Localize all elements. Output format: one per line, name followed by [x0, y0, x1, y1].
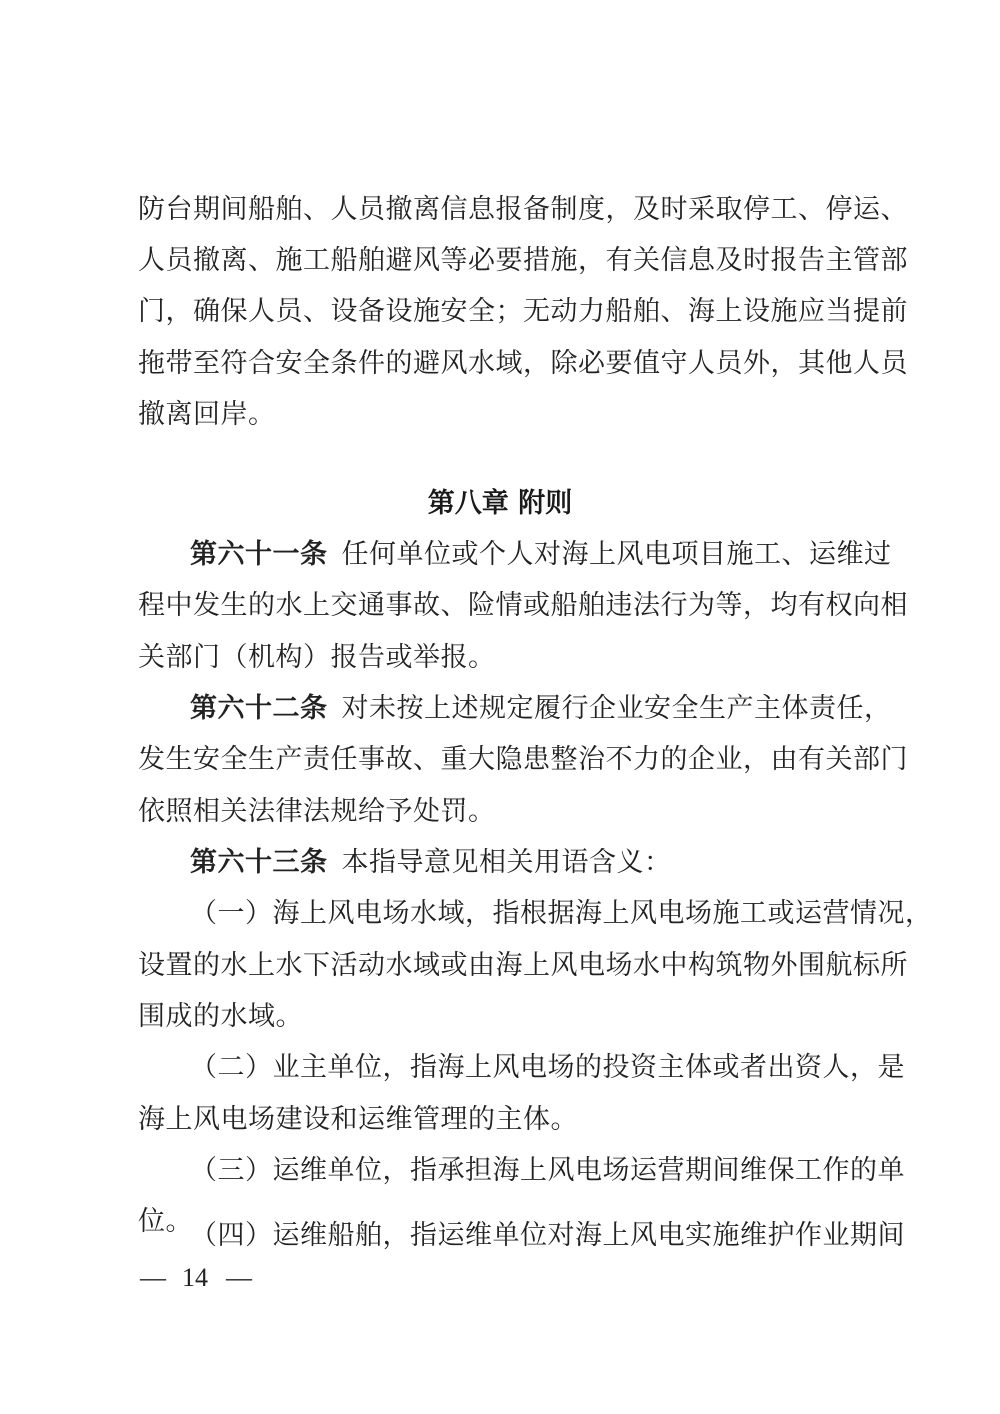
article-first-line	[190, 845, 878, 881]
paragraph-line: 程中发生的水上交通事故、险情或船舶违法行为等，均有权向相	[138, 590, 908, 621]
paragraph-line: 关部门（机构）报告或举报。	[138, 642, 496, 673]
article-text: 对未按上述规定履行企业安全生产主体责任，	[341, 693, 892, 724]
definition-first-line: （三）运维单位，指承担海上风电场运营期间维保工作的单	[190, 1155, 905, 1186]
paragraph-line: 发生安全生产责任事故、重大隐患整治不力的企业，由有关部门	[138, 744, 908, 775]
definition-first-line: （四）运维船舶，指运维单位对海上风电实施维护作业期间	[190, 1220, 905, 1251]
chapter-heading: 第八章 附则	[427, 488, 573, 519]
paragraph-line: 人员撤离、施工船舶避风等必要措施，有关信息及时报告主管部	[138, 245, 908, 276]
paragraph-line: 防台期间船舶、人员撤离信息报备制度，及时采取停工、停运、	[138, 194, 908, 225]
paragraph-line: 门，确保人员、设备设施安全；无动力船舶、海上设施应当提前	[138, 296, 908, 327]
footer-dash-right: —	[226, 1263, 250, 1292]
article-label: 第六十一条	[190, 539, 328, 570]
paragraph-line: 位。	[138, 1206, 193, 1237]
paragraph-line: 依照相关法律法规给予处罚。	[138, 796, 496, 827]
article-first-line	[190, 537, 892, 573]
paragraph-line: 设置的水上水下活动水域或由海上风电场水中构筑物外围航标所	[138, 950, 908, 981]
definition-first-line: （二）业主单位，指海上风电场的投资主体或者出资人，是	[190, 1052, 905, 1083]
article-first-line	[190, 691, 892, 727]
article-text: 任何单位或个人对海上风电项目施工、运维过	[341, 539, 892, 570]
footer-dash-left: —	[140, 1263, 164, 1292]
article-text: 本指导意见相关用语含义：	[341, 847, 672, 878]
paragraph-line: 撤离回岸。	[138, 399, 276, 430]
article-label: 第六十三条	[190, 847, 328, 878]
paragraph-line: 围成的水域。	[138, 1001, 303, 1032]
page-number: 14	[182, 1263, 208, 1292]
page-footer	[140, 1260, 250, 1296]
paragraph-line: 拖带至符合安全条件的避风水域，除必要值守人员外，其他人员	[138, 348, 908, 379]
paragraph-line: 海上风电场建设和运维管理的主体。	[138, 1104, 578, 1135]
article-label: 第六十二条	[190, 693, 328, 724]
definition-first-line: （一）海上风电场水域，指根据海上风电场施工或运营情况，	[190, 898, 933, 929]
